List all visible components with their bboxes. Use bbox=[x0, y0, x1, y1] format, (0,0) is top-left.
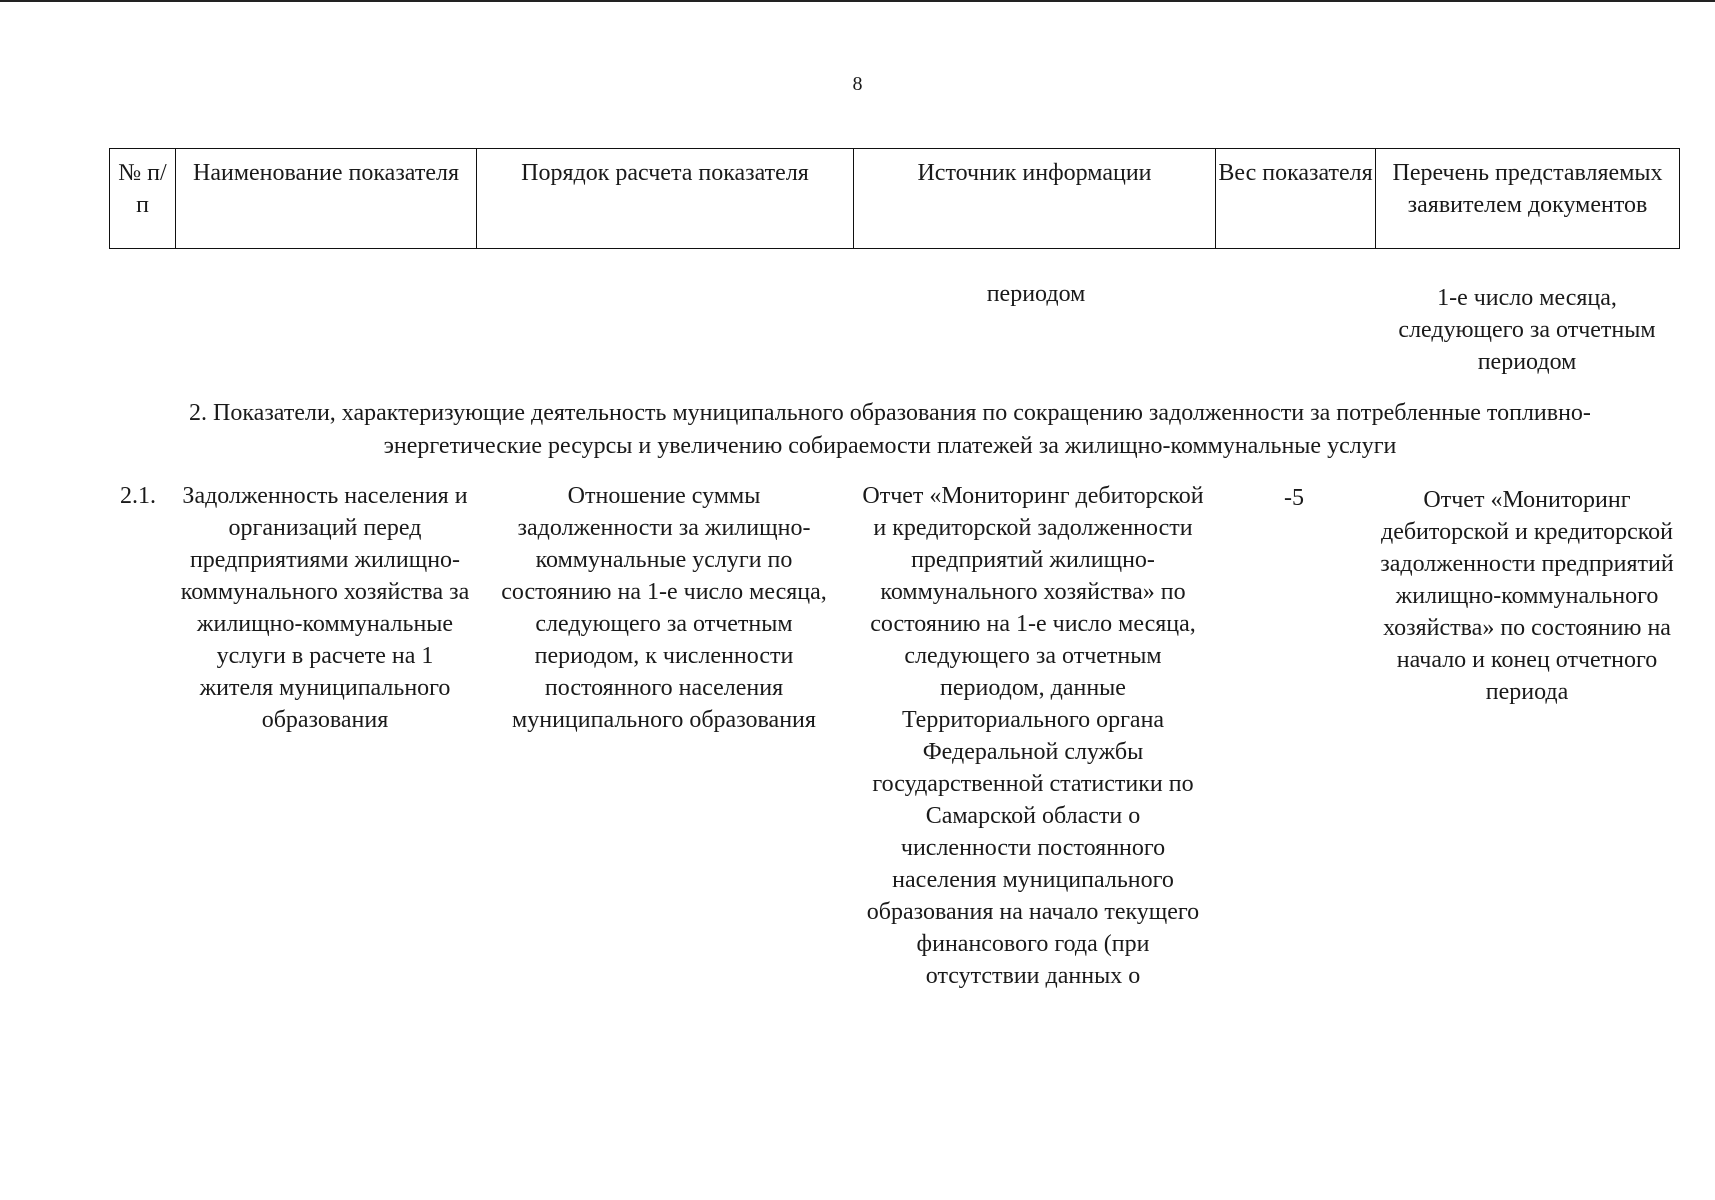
row-2-1-number: 2.1. bbox=[120, 483, 156, 509]
continuation-docs: 1-е число месяца, следующего за отчетным периодом bbox=[1398, 285, 1656, 375]
header-col-weight: Вес показателя bbox=[1216, 149, 1376, 249]
row-2-1-source: Отчет «Мониторинг дебиторской и кредиторской задолженности предприятий жилищно-коммунального хозяйства» по состоянию на 1-е число месяца, следующего за отчетным периодом, данные Территориального органа Федеральной службы государственной статистики по Самарской области о численности постоянного населения муниципального образования на начало текущего финансового года (при отсутствии данных о bbox=[862, 483, 1204, 989]
row-2-1-name: Задолженность населения и организаций перед предприятиями жилищно-коммунального хозяйства за жилищно-коммунальные услуги в расчете на 1 жителя муниципального образования bbox=[180, 483, 470, 733]
table-header bbox=[109, 148, 1680, 249]
continuation-source: периодом bbox=[986, 281, 1086, 307]
header-col-docs: Перечень представляемых заявителем документов bbox=[1376, 149, 1680, 249]
row-2-1-docs: Отчет «Мониторинг дебиторской и кредиторской задолженности предприятий жилищно-коммунального хозяйства» по состоянию на начало и конец отчетного периода bbox=[1380, 487, 1674, 705]
row-2-1-calc: Отношение суммы задолженности за жилищно-коммунальные услуги по состоянию на 1-е число месяца, следующего за отчетным периодом, к численности постоянного населения муниципального образования bbox=[501, 483, 827, 733]
header-col-source: Источник информации bbox=[854, 149, 1216, 249]
header-col-calc: Порядок расчета показателя bbox=[477, 149, 854, 249]
header-col-name: Наименование показателя bbox=[176, 149, 477, 249]
header-col-no: № п/п bbox=[110, 149, 176, 249]
page-number: 8 bbox=[852, 73, 863, 95]
row-2-1-weight: -5 bbox=[1284, 485, 1304, 511]
top-border bbox=[0, 0, 1715, 2]
header-row bbox=[110, 149, 1680, 249]
section-2-title: 2. Показатели, характеризующие деятельность муниципального образования по сокращению задолженности за потребленные топливно-энергетические ресурсы и увеличению собираемости платежей за жилищно-коммунальные услуги bbox=[189, 400, 1591, 459]
